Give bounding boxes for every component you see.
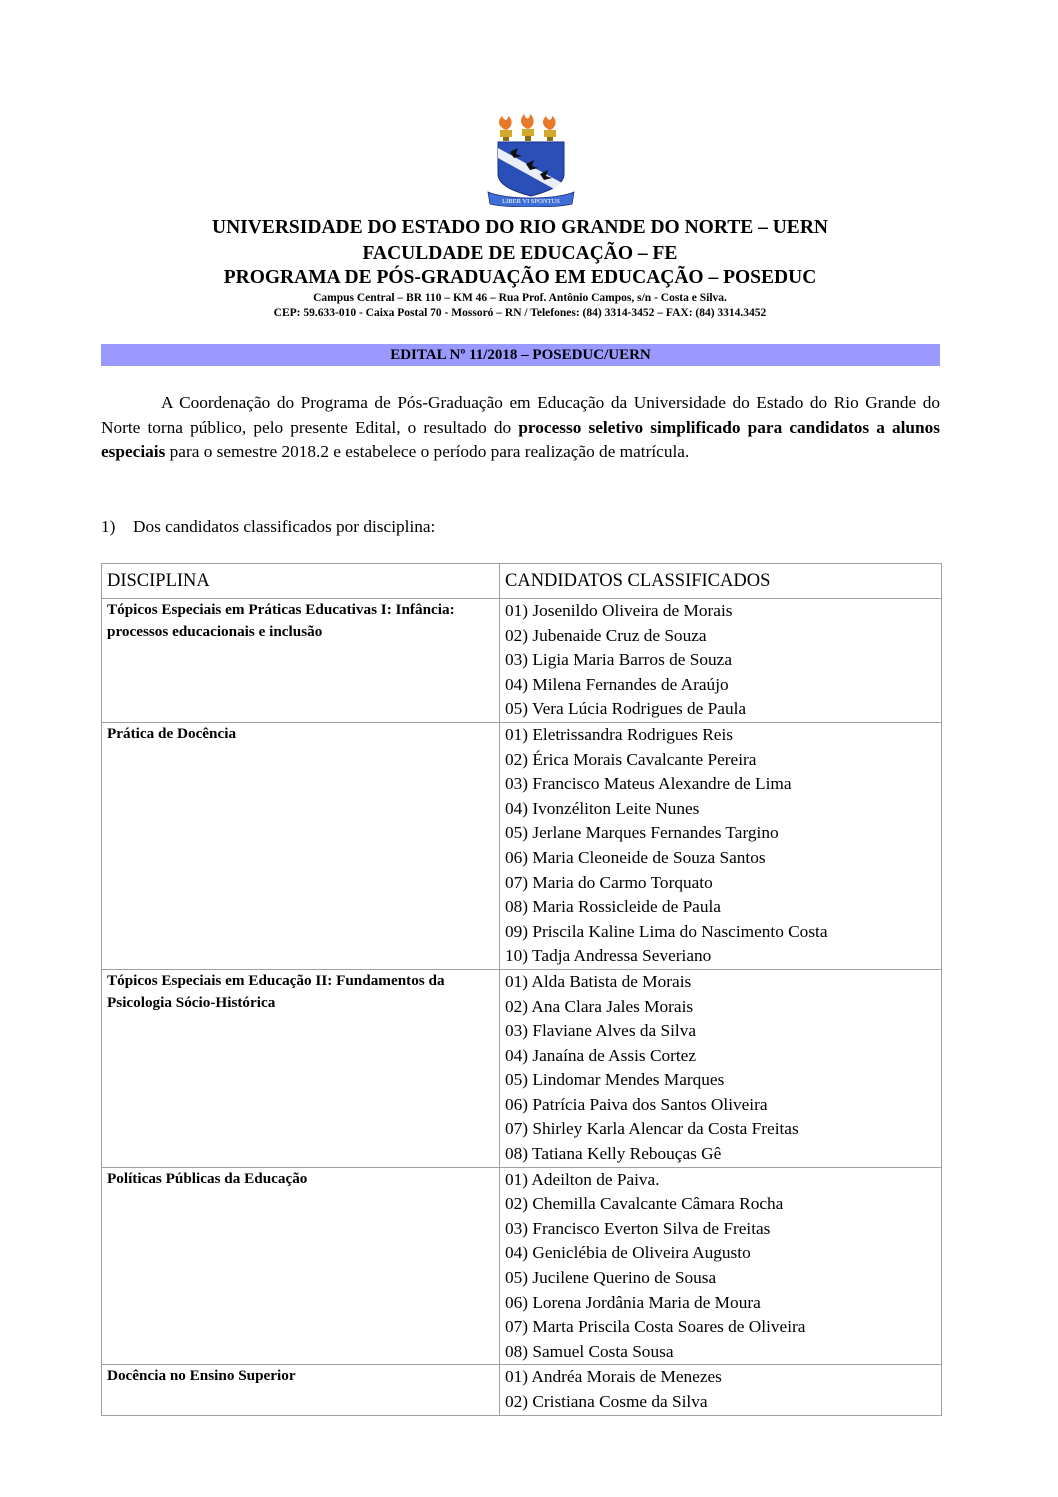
candidate-item: 02) Chemilla Cavalcante Câmara Rocha [505, 1194, 784, 1214]
candidate-item: 01) Adeilton de Paiva. [505, 1169, 660, 1189]
section-number: 1) [101, 517, 116, 536]
intro-paragraph [101, 391, 940, 465]
candidatos-cell [500, 969, 942, 1167]
candidate-item: 03) Ligia Maria Barros de Souza [505, 650, 732, 670]
candidate-item: 01) Alda Batista de Morais [505, 971, 692, 991]
candidate-item: 07) Shirley Karla Alencar da Costa Freitas [505, 1119, 799, 1139]
table-row [102, 1167, 942, 1365]
candidatos-cell [500, 599, 942, 723]
header-candidatos: CANDIDATOS CLASSIFICADOS [500, 564, 942, 599]
candidate-item: 02) Érica Morais Cavalcante Pereira [505, 749, 757, 769]
logo-motto: LIBER VI SPONTUS [502, 198, 560, 205]
candidate-item: 04) Janaína de Assis Cortez [505, 1045, 697, 1065]
candidate-item: 05) Jucilene Querino de Sousa [505, 1268, 717, 1288]
candidate-item: 01) Josenildo Oliveira de Morais [505, 601, 733, 620]
intro-text-part1: A Coordenação do Programa de Pós-Graduação em Educação da Universidade do Estado do Rio Grande do Norte torna público, pelo presente Edital, o resultado do [101, 393, 940, 437]
candidate-item: 10) Tadja Andressa Severiano [505, 946, 712, 966]
university-name: UNIVERSIDADE DO ESTADO DO RIO GRANDE DO NORTE – UERN [212, 217, 828, 238]
candidatos-cell [500, 1167, 942, 1365]
candidate-item: 08) Samuel Costa Sousa [505, 1341, 674, 1361]
section-title: Dos candidatos classificados por disciplina: [133, 517, 436, 536]
address-line-2: CEP: 59.633-010 - Caixa Postal 70 - Mossoró – RN / Telefones: (84) 3314-3452 – FAX: (84) 3314.3452 [273, 307, 767, 319]
candidate-item: 02) Jubenaide Cruz de Souza [505, 625, 707, 645]
candidate-item: 02) Cristiana Cosme da Silva [505, 1392, 708, 1411]
address-line-1: Campus Central – BR 110 – KM 46 – Rua Prof. Antônio Campos, s/n - Costa e Silva. [313, 292, 727, 304]
candidate-item: 04) Geniclébia de Oliveira Augusto [505, 1243, 751, 1263]
candidate-item: 05) Jerlane Marques Fernandes Targino [505, 823, 779, 843]
table-body [102, 599, 942, 1416]
candidate-item: 06) Maria Cleoneide de Souza Santos [505, 847, 766, 867]
candidate-item: 01) Andréa Morais de Menezes [505, 1367, 722, 1387]
table-row [102, 1365, 942, 1415]
coat-of-arms-icon [486, 112, 576, 207]
candidate-item: 05) Lindomar Mendes Marques [505, 1070, 725, 1090]
candidate-item: 02) Ana Clara Jales Morais [505, 996, 694, 1016]
program-name: PROGRAMA DE PÓS-GRADUAÇÃO EM EDUCAÇÃO – POSEDUC [223, 267, 817, 288]
section-1-heading [101, 515, 435, 539]
candidate-item: 04) Milena Fernandes de Araújo [505, 674, 729, 694]
candidate-item: 03) Francisco Mateus Alexandre de Lima [505, 774, 792, 794]
header-disciplina: DISCIPLINA [102, 564, 500, 599]
candidate-item: 03) Flaviane Alves da Silva [505, 1021, 697, 1041]
candidate-item: 07) Marta Priscila Costa Soares de Oliveira [505, 1317, 806, 1337]
disciplina-cell: Políticas Públicas da Educação [102, 1167, 500, 1365]
disciplina-cell: Tópicos Especiais em Educação II: Fundamentos da Psicologia Sócio-Histórica [102, 969, 500, 1167]
faculty-name: FACULDADE DE EDUCAÇÃO – FE [362, 243, 678, 264]
candidate-item: 08) Maria Rossicleide de Paula [505, 897, 721, 917]
intro-text-part2: para o semestre 2018.2 e estabelece o período para realização de matrícula. [165, 442, 690, 461]
table-row [102, 969, 942, 1167]
university-coat-of-arms-logo [486, 112, 576, 207]
disciplina-cell: Tópicos Especiais em Práticas Educativas I: Infância: processos educacionais e inclusão [102, 599, 500, 723]
table-row [102, 722, 942, 969]
candidate-item: 04) Ivonzéliton Leite Nunes [505, 798, 700, 818]
candidate-item: 05) Vera Lúcia Rodrigues de Paula [505, 699, 747, 719]
intro-text-bold: processo seletivo simplificado para candidatos a alunos especiais [101, 417, 940, 461]
table-row [102, 599, 942, 723]
results-table [101, 563, 942, 1416]
candidate-item: 07) Maria do Carmo Torquato [505, 872, 713, 892]
candidate-item: 01) Eletrissandra Rodrigues Reis [505, 724, 733, 744]
candidate-item: 06) Patrícia Paiva dos Santos Oliveira [505, 1094, 768, 1114]
candidatos-cell [500, 722, 942, 969]
disciplina-cell: Docência no Ensino Superior [102, 1365, 500, 1415]
candidatos-cell [500, 1365, 942, 1415]
disciplina-cell: Prática de Docência [102, 722, 500, 969]
table-header-row [102, 564, 942, 599]
candidate-item: 08) Tatiana Kelly Rebouças Gê [505, 1144, 722, 1164]
candidate-item: 06) Lorena Jordânia Maria de Moura [505, 1292, 761, 1312]
candidate-item: 03) Francisco Everton Silva de Freitas [505, 1218, 771, 1238]
candidate-item: 09) Priscila Kaline Lima do Nascimento Costa [505, 921, 828, 941]
edital-title-bar: EDITAL Nº 11/2018 – POSEDUC/UERN [101, 344, 940, 366]
